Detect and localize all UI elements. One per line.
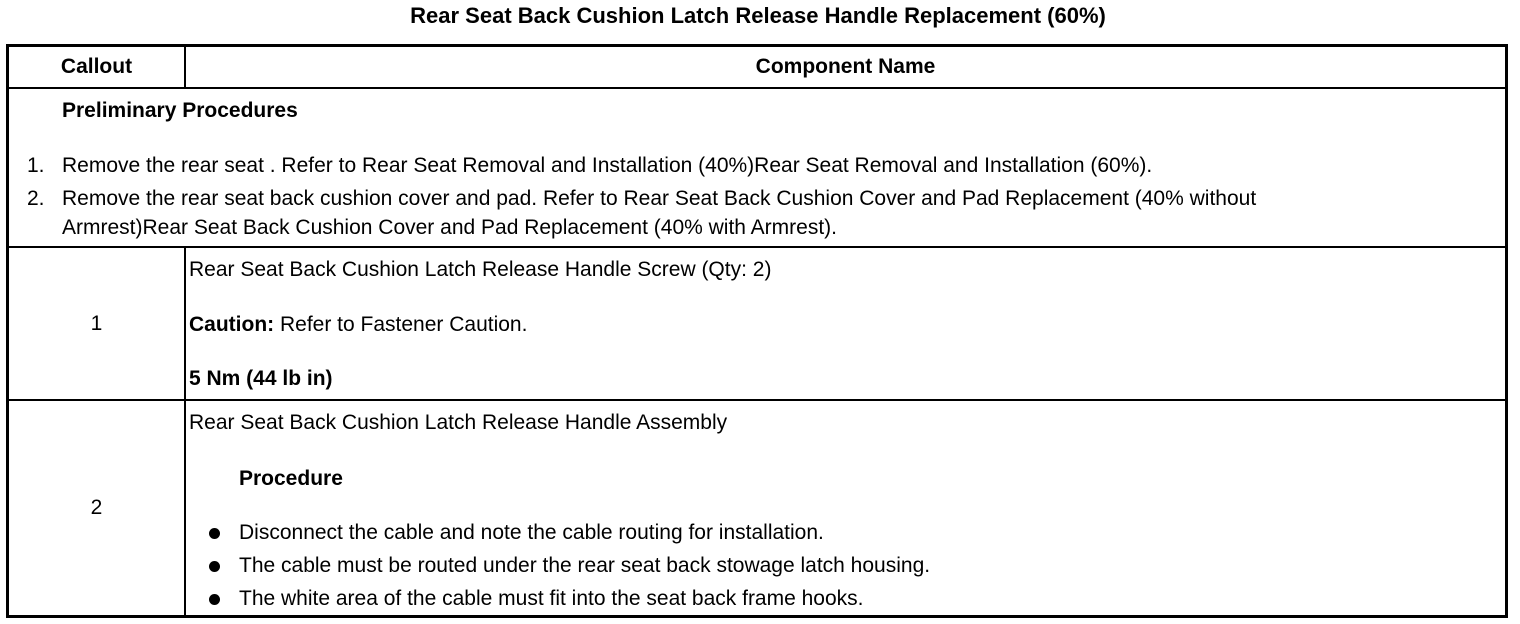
preliminary-title: Preliminary Procedures xyxy=(62,99,298,122)
procedure-bullet: Disconnect the cable and note the cable routing for installation. xyxy=(239,521,824,544)
step-number: 2. xyxy=(27,187,45,210)
header-component-name: Component Name xyxy=(755,55,936,78)
preliminary-step-2 xyxy=(27,184,1492,242)
callout-number: 1 xyxy=(9,248,186,399)
procedure-title: Procedure xyxy=(239,467,343,490)
preliminary-procedures-row xyxy=(9,89,1505,248)
table-header-row xyxy=(9,47,1505,89)
bullet-icon xyxy=(209,528,220,539)
caution-note xyxy=(189,311,527,339)
header-callout: Callout xyxy=(9,47,186,87)
bullet-icon xyxy=(209,561,220,572)
step-text-line-2: Armrest)Rear Seat Back Cushion Cover and Pad Replacement (40% with Armrest). xyxy=(62,216,837,239)
caution-label: Caution: xyxy=(189,313,275,336)
step-text: Remove the rear seat . Refer to Rear Seat Removal and Installation (40%)Rear Seat Removal and Installation (60%). xyxy=(62,154,1153,177)
bullet-icon xyxy=(209,594,220,605)
table-row xyxy=(9,401,1505,615)
component-name: Rear Seat Back Cushion Latch Release Handle Screw (Qty: 2) xyxy=(189,258,772,281)
caution-text: Refer to Fastener Caution. xyxy=(274,313,528,336)
component-name: Rear Seat Back Cushion Latch Release Handle Assembly xyxy=(189,411,728,434)
torque-spec: 5 Nm (44 lb in) xyxy=(189,367,333,390)
preliminary-step-1 xyxy=(27,151,1492,180)
callout-table xyxy=(6,44,1508,618)
callout-number: 2 xyxy=(9,401,186,615)
step-text-line-1: Remove the rear seat back cushion cover and pad. Refer to Rear Seat Back Cushion Cover and Pad Replacement (40% without xyxy=(62,187,1257,210)
step-number: 1. xyxy=(27,154,45,177)
procedure-bullet: The cable must be routed under the rear seat back stowage latch housing. xyxy=(239,554,931,577)
document-title: Rear Seat Back Cushion Latch Release Handle Replacement (60%) xyxy=(410,3,1106,28)
table-row xyxy=(9,248,1505,401)
procedure-bullet: The white area of the cable must fit into the seat back frame hooks. xyxy=(239,587,864,610)
